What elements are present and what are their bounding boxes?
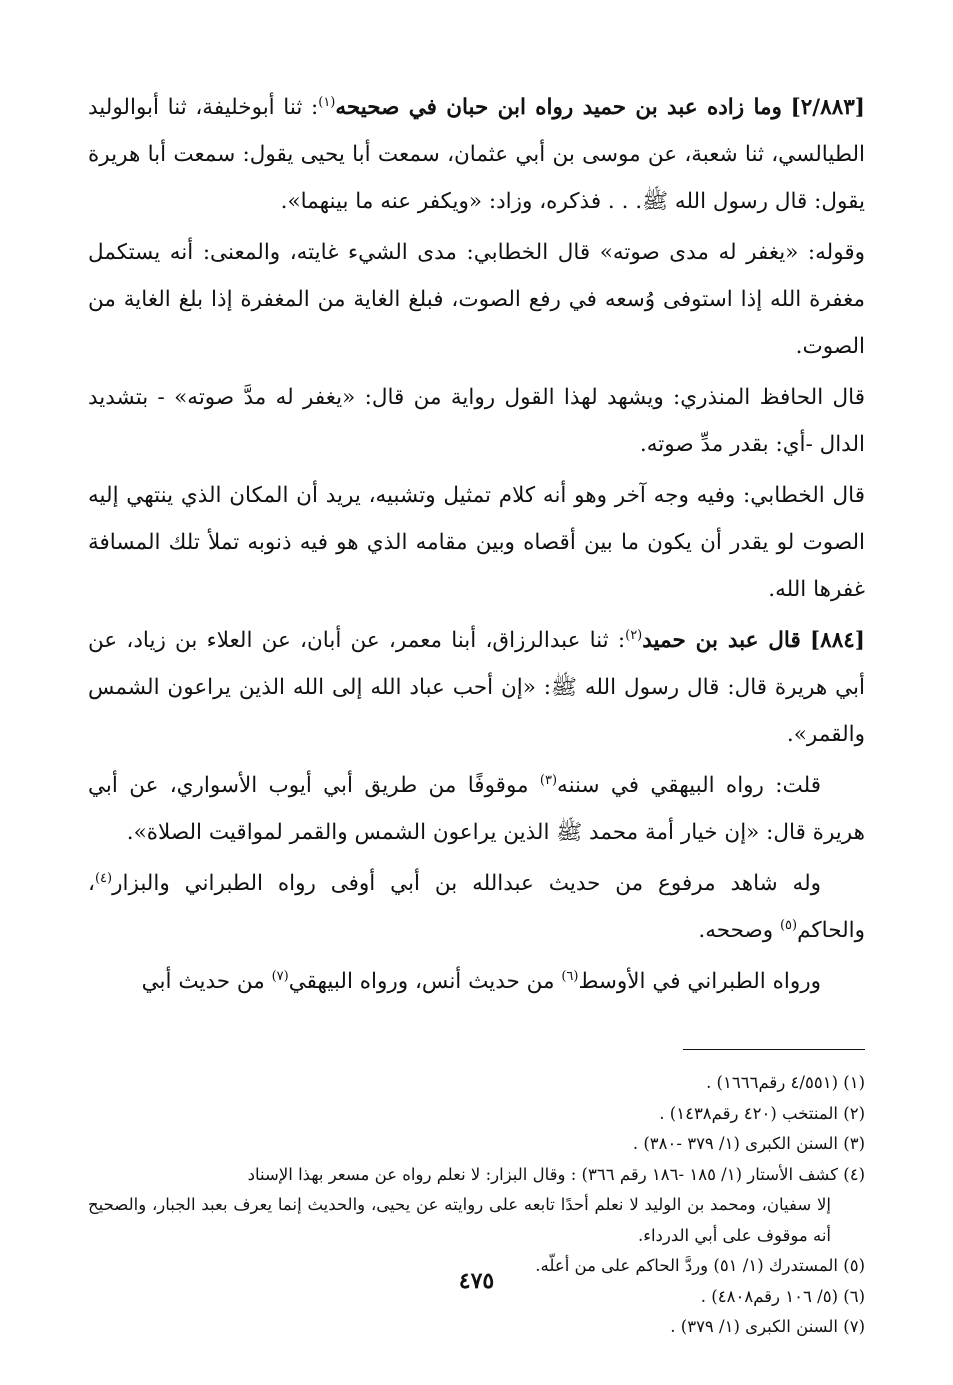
hadith-number: [٢/٨٨٣] <box>790 95 865 120</box>
footnote-7: (٧) السنن الكبرى (١/ ٣٧٩) . <box>670 1317 865 1336</box>
takhrij-paragraph-3 <box>88 958 865 1005</box>
paragraph-text: وقوله: «يغفر له مدى صوته» قال الخطابي: مدى الشيء غايته، والمعنى: أنه يستكمل مغفرة الله إذا استوفى وُسعه في رفع الصوت، فبلغ الغاية من المغفرة إذا بلغ الغاية من الصوت. <box>88 240 865 359</box>
commentary-paragraph-3 <box>88 472 865 613</box>
footnote-4-continuation: إلا سفيان، ومحمد بن الوليد لا نعلم أحدًا تابعه على روايته عن يحيى، والحديث إنما يعرف بعبد الجبار، والصحيح أنه موقوف على أبي الدرداء. <box>88 1195 831 1245</box>
hadith-number: [٨٨٤] <box>809 628 865 653</box>
page-number: ٤٧٥ <box>458 1268 495 1294</box>
footnote-ref-1[interactable]: (١) <box>318 94 336 110</box>
hadith-883-paragraph <box>88 84 865 225</box>
paragraph-text: وله شاهد مرفوع من حديث عبدالله بن أبي أوفى رواه الطبراني والبزار <box>112 871 821 896</box>
paragraph-text: : ثنا عبدالرزاق، أبنا معمر، عن أبان، عن العلاء بن زياد، عن أبي هريرة قال: قال رسول الله ﷺ: «إن أحب عباد الله إلى الله الذين يراعون الشمس والقمر». <box>88 628 865 747</box>
footnote-6: (٦) (٥/ ١٠٦ رقم٤٨٠٨) . <box>700 1286 865 1306</box>
footnote-ref-6[interactable]: (٦) <box>561 968 579 984</box>
commentary-paragraph-1 <box>88 229 865 370</box>
paragraph-text: وصححه. <box>698 918 780 943</box>
paragraph-text: ، والحاكم <box>88 871 865 943</box>
footnote-divider <box>683 1049 865 1050</box>
paragraph-text: من حديث أبي <box>141 969 272 994</box>
footnote-ref-2[interactable]: (٢) <box>625 627 643 643</box>
footnote-ref-7[interactable]: (٧) <box>271 968 289 984</box>
footnote-ref-5[interactable]: (٥) <box>779 917 798 933</box>
paragraph-text: : ثنا أبوخليفة، ثنا أبوالوليد الطيالسي، ثنا شعبة، عن موسى بن أبي عثمان، سمعت أبا يحيى يقول: سمعت أبا هريرة يقول: قال رسول الله ﷺ. . . فذكره، وزاد: «ويكفر عنه ما بينهما». <box>88 95 865 214</box>
paragraph-text: قال الخطابي: وفيه وجه آخر وهو أنه كلام تمثيل وتشبيه، يريد أن المكان الذي ينتهي إليه الصوت لو يقدر أن يكون ما بين أقصاه وبين مقامه الذي هو فيه ذنوبه تملأ تلك المسافة غفرها الله. <box>88 483 865 602</box>
footnote-ref-4[interactable]: (٤) <box>94 870 113 886</box>
footnotes-section <box>88 1068 865 1343</box>
takhrij-paragraph-2 <box>88 860 865 954</box>
takhrij-paragraph-1 <box>88 762 865 856</box>
hadith-heading: قال عبد بن حميد <box>642 628 801 653</box>
paragraph-text: موقوفًا من طريق أبي أيوب الأسواري، عن أبي هريرة قال: «إن خيار أمة محمد ﷺ الذين يراعون الشمس والقمر لمواقيت الصلاة». <box>88 773 865 845</box>
hadith-884-paragraph <box>88 617 865 758</box>
footnote-4: (٤) كشف الأستار (١/ ١٨٥ -١٨٦ رقم ٣٦٦) : وقال البزار: لا نعلم رواه عن مسعر بهذا الإسناد <box>247 1164 865 1184</box>
paragraph-text: قلت: رواه البيهقي في سننه <box>557 773 821 798</box>
footnote-ref-3[interactable]: (٣) <box>539 772 558 788</box>
footnote-3: (٣) السنن الكبرى (١/ ٣٧٩ -٣٨٠) . <box>632 1134 865 1153</box>
commentary-paragraph-2 <box>88 374 865 468</box>
hadith-heading: وما زاده عبد بن حميد رواه ابن حبان في صحيحه <box>335 95 782 120</box>
footnote-5: (٥) المستدرك (١/ ٥١) وردَّ الحاكم على من أعلّه. <box>535 1256 865 1275</box>
paragraph-text: من حديث أنس، ورواه البيهقي <box>288 969 562 994</box>
footnote-2: (٢) المنتخب (٤٢٠ رقم١٤٣٨) . <box>659 1103 865 1123</box>
footnote-1: (١) (٤/٥٥١ رقم١٦٦٦) . <box>706 1073 865 1092</box>
paragraph-text: ورواه الطبراني في الأوسط <box>578 969 821 994</box>
paragraph-text: قال الحافظ المنذري: ويشهد لهذا القول رواية من قال: «يغفر له مدَّ صوته» - بتشديد الدال -أي: بقدر مدِّ صوته. <box>88 385 865 457</box>
